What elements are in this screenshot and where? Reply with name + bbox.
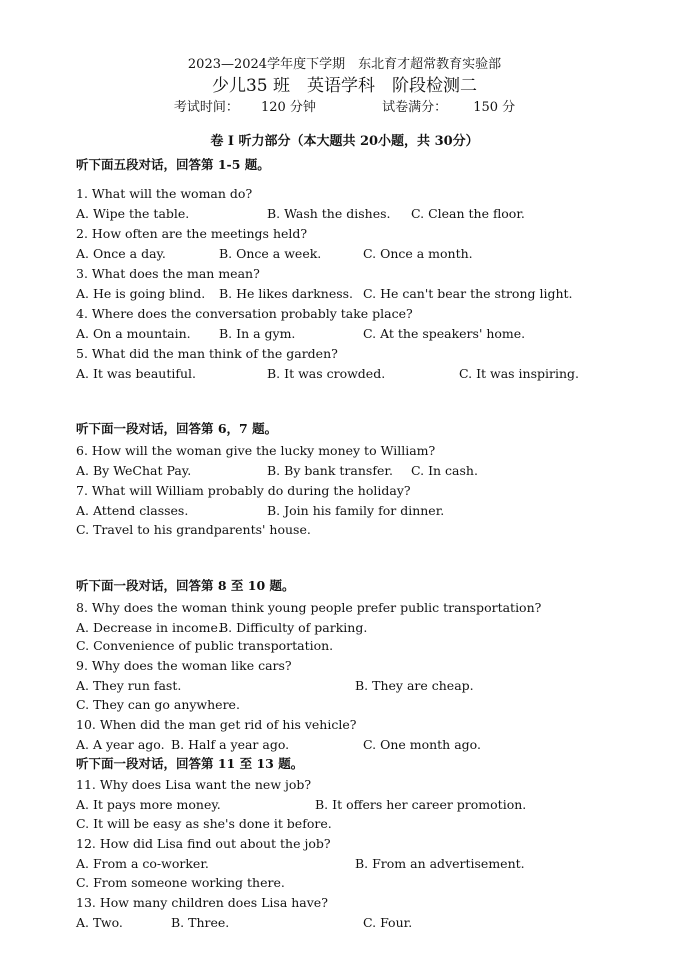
option-b: B. They are cheap. (355, 678, 474, 693)
exam-time-value: 120 分钟 (260, 100, 316, 115)
section-heading: 听下面一段对话，回答第 11 至 13 题。 (76, 756, 304, 771)
exam-info (0, 96, 689, 115)
option-a: A. Once a day. (76, 246, 166, 261)
question-text: 5. What did the man think of the garden? (76, 346, 338, 361)
option-b: B. He likes darkness. (219, 286, 354, 301)
question-text: 11. Why does Lisa want the new job? (76, 777, 312, 792)
exam-time-label: 考试时间： (173, 100, 239, 115)
section-heading: 听下面一段对话，回答第 8 至 10 题。 (76, 578, 295, 593)
option-b: B. By bank transfer. (267, 463, 393, 478)
part-title: 卷 I 听力部分（本大题共 20小题，共 30分） (210, 134, 479, 149)
full-score-value: 150 分 (473, 100, 516, 115)
option-c: C. It was inspiring. (459, 366, 580, 381)
option-c: C. Four. (363, 915, 413, 930)
option-b: B. Wash the dishes. (267, 206, 391, 221)
option-a: A. Wipe the table. (76, 206, 190, 221)
question-text: 9. Why does the woman like cars? (76, 658, 292, 673)
option-c: C. Clean the floor. (411, 206, 525, 221)
option-b: B. In a gym. (219, 326, 296, 341)
question-text: 7. What will William probably do during the holiday? (76, 483, 411, 498)
question-text: 12. How did Lisa find out about the job? (76, 836, 331, 851)
question-text: 1. What will the woman do? (76, 186, 253, 201)
full-score-label: 试卷满分： (382, 100, 448, 115)
option-b: B. Half a year ago. (171, 737, 290, 752)
option-a: A. On a mountain. (76, 326, 191, 341)
option-c: C. They can go anywhere. (76, 697, 240, 712)
option-a: A. From a co-worker. (76, 856, 209, 871)
section-heading: 听下面五段对话，回答第 1-5 题。 (76, 157, 270, 172)
option-b: B. From an advertisement. (355, 856, 525, 871)
option-c: C. It will be easy as she's done it before. (76, 816, 332, 831)
question-text: 10. When did the man get rid of his vehicle? (76, 717, 357, 732)
option-b: B. Once a week. (219, 246, 322, 261)
option-c: C. At the speakers' home. (363, 326, 526, 341)
option-c: C. He can't bear the strong light. (363, 286, 573, 301)
option-a: A. Attend classes. (76, 503, 189, 518)
exam-title: 少儿35 班 英语学科 阶段检测二 (211, 76, 478, 96)
question-text: 8. Why does the woman think young people prefer public transportation? (76, 600, 542, 615)
option-c: C. Travel to his grandparents' house. (76, 522, 311, 537)
option-a: A. Two. (76, 915, 123, 930)
option-b: B. It was crowded. (267, 366, 386, 381)
option-a: A. They run fast. (76, 678, 182, 693)
question-text: 3. What does the man mean? (76, 266, 260, 281)
section-heading: 听下面一段对话，回答第 6，7 题。 (76, 421, 278, 436)
option-a: A. He is going blind. (76, 286, 206, 301)
question-text: 2. How often are the meetings held? (76, 226, 308, 241)
option-c: C. One month ago. (363, 737, 481, 752)
option-a: A. By WeChat Pay. (76, 463, 192, 478)
question-text: 13. How many children does Lisa have? (76, 895, 328, 910)
option-b: B. Difficulty of parking. (219, 620, 368, 635)
option-c: C. In cash. (411, 463, 478, 478)
option-b: B. It offers her career promotion. (315, 797, 527, 812)
option-b: B. Three. (171, 915, 230, 930)
option-a: A. It pays more money. (76, 797, 221, 812)
option-c: C. From someone working there. (76, 875, 285, 890)
option-c: C. Convenience of public transportation. (76, 638, 334, 653)
option-a: A. It was beautiful. (76, 366, 197, 381)
question-text: 4. Where does the conversation probably take place? (76, 306, 413, 321)
option-a: A. A year ago. (76, 737, 165, 752)
question-text: 6. How will the woman give the lucky money to William? (76, 443, 436, 458)
exam-header-line1: 2023—2024学年度下学期 东北育才超常教育实验部 (187, 57, 502, 72)
option-a: A. Decrease in income. (76, 620, 222, 635)
option-b: B. Join his family for dinner. (267, 503, 445, 518)
option-c: C. Once a month. (363, 246, 473, 261)
